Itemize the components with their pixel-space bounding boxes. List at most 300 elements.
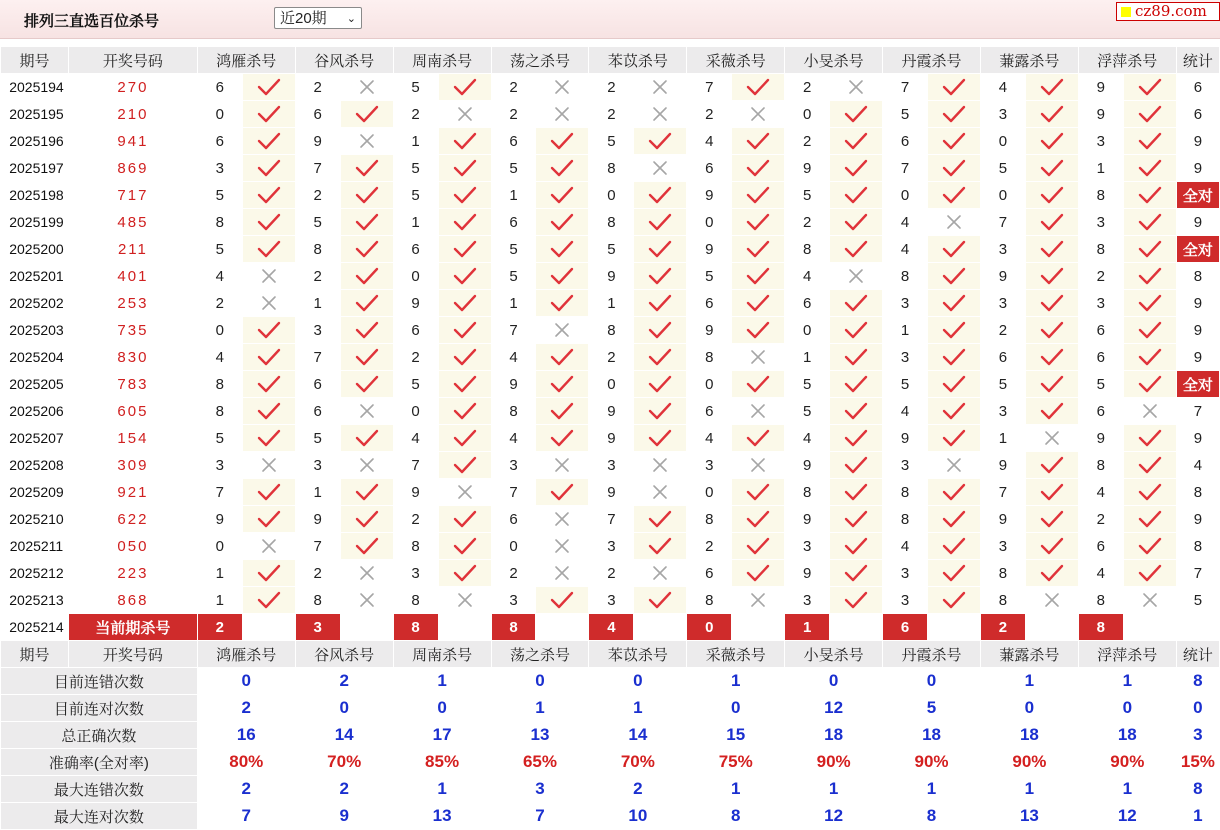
check-icon [648,375,672,393]
cross-icon [553,321,571,339]
hit-mark-cell [928,533,981,560]
summary-value: 2 [197,776,295,803]
check-icon [550,132,574,150]
kill-number-cell: 8 [393,587,438,614]
check-icon [1138,240,1162,258]
kill-number-cell: 2 [785,74,830,101]
hit-mark-cell [634,398,687,425]
check-icon [453,537,477,555]
hit-mark-cell [438,74,491,101]
check-icon [453,267,477,285]
check-icon [1040,294,1064,312]
top-bar [0,0,1220,39]
draw-number-cell: 223 [68,560,197,587]
period-cell: 2025208 [1,452,69,479]
kill-number-cell: 1 [197,587,242,614]
summary-value: 14 [589,722,687,749]
check-icon [550,402,574,420]
kill-number-cell: 0 [589,182,634,209]
kill-number-cell: 2 [785,209,830,236]
hit-mark-cell [1123,101,1176,128]
kill-number-cell: 5 [197,236,242,263]
draw-number-cell: 309 [68,452,197,479]
stat-cell: 全对 [1176,236,1219,263]
check-icon [355,375,379,393]
kill-number-cell: 2 [295,560,340,587]
hit-mark-cell [438,317,491,344]
kill-number-cell: 7 [687,74,732,101]
col-expert-header: 丹霞杀号 [883,641,981,668]
kill-number-cell: 1 [589,290,634,317]
kill-number-cell: 3 [197,452,242,479]
col-expert-header: 周南杀号 [393,47,491,74]
summary-value: 1 [491,695,589,722]
draw-number-cell: 830 [68,344,197,371]
hit-mark-cell [242,371,295,398]
cross-icon [553,78,571,96]
cross-icon [847,78,865,96]
summary-row [1,749,1220,776]
hit-mark-cell [1025,533,1078,560]
hit-mark-cell [732,155,785,182]
period-cell: 2025205 [1,371,69,398]
hit-mark-cell [1123,290,1176,317]
col-expert-header: 荡之杀号 [491,641,589,668]
kill-number-cell: 5 [295,209,340,236]
hit-mark-cell [242,452,295,479]
kill-number-cell: 5 [197,425,242,452]
kill-number-cell: 1 [295,479,340,506]
kill-number-cell: 2 [589,560,634,587]
kill-number-table [0,46,1220,830]
hit-mark-cell [340,398,393,425]
stat-cell: 全对 [1176,182,1219,209]
stat-cell: 9 [1176,506,1219,533]
hit-mark-cell [830,587,883,614]
summary-value: 5 [883,695,981,722]
cross-icon [651,456,669,474]
check-icon [355,267,379,285]
kill-number-cell: 0 [393,263,438,290]
cross-icon [651,483,669,501]
kill-number-cell: 4 [687,425,732,452]
cross-icon [358,456,376,474]
kill-number-cell: 7 [393,452,438,479]
kill-number-cell: 5 [589,236,634,263]
hit-mark-cell [830,533,883,560]
hit-mark-cell [1123,209,1176,236]
check-icon [1138,375,1162,393]
kill-number-cell: 6 [687,290,732,317]
kill-number-cell: 5 [785,398,830,425]
logo-text: cz89.com [1135,2,1207,20]
hit-mark-cell [340,155,393,182]
check-icon [1138,105,1162,123]
hit-mark-cell [438,506,491,533]
cross-icon [749,456,767,474]
check-icon [355,213,379,231]
check-icon [942,132,966,150]
hit-mark-cell [732,560,785,587]
summary-row [1,776,1220,803]
kill-number-cell: 2 [295,263,340,290]
summary-value: 1 [1078,668,1176,695]
hit-mark-cell [830,263,883,290]
site-logo[interactable] [1116,2,1220,21]
check-icon [844,294,868,312]
summary-value: 13 [393,803,491,830]
summary-value: 0 [393,695,491,722]
check-icon [453,429,477,447]
hit-mark-cell [928,506,981,533]
logo-square-icon [1121,7,1131,17]
hit-mark-cell [634,344,687,371]
hit-mark-cell [438,236,491,263]
draw-number-cell: 210 [68,101,197,128]
kill-number-cell: 8 [1078,452,1123,479]
summary-value: 0 [1078,695,1176,722]
col-expert-header: 苯苡杀号 [589,47,687,74]
kill-number-cell: 3 [589,452,634,479]
hit-mark-cell [732,182,785,209]
hit-mark-cell [928,398,981,425]
current-kill-number: 8 [393,614,438,641]
check-icon [453,213,477,231]
period-cell: 2025209 [1,479,69,506]
summary-value: 1 [687,776,785,803]
check-icon [1138,429,1162,447]
kill-number-cell: 9 [589,263,634,290]
check-icon [844,537,868,555]
kill-number-cell: 6 [1078,344,1123,371]
hit-mark-cell [1123,398,1176,425]
cross-icon [358,564,376,582]
check-icon [355,348,379,366]
kill-number-cell: 9 [980,263,1025,290]
draw-number-cell: 154 [68,425,197,452]
hit-mark-cell [732,506,785,533]
hit-mark-cell [242,560,295,587]
current-kill-number: 0 [687,614,732,641]
cross-icon [260,537,278,555]
summary-value: 90% [980,749,1078,776]
col-expert-header: 鸿雁杀号 [197,47,295,74]
hit-mark-cell [830,371,883,398]
kill-number-cell: 3 [883,290,928,317]
check-icon [257,132,281,150]
kill-number-cell: 2 [1078,506,1123,533]
kill-number-cell: 5 [1078,371,1123,398]
summary-label: 最大连错次数 [1,776,198,803]
hit-mark-cell [1025,398,1078,425]
hit-mark-cell [242,290,295,317]
check-icon [257,429,281,447]
period-cell: 2025195 [1,101,69,128]
hit-mark-cell [340,452,393,479]
kill-number-cell: 9 [589,425,634,452]
kill-number-cell: 6 [393,236,438,263]
hit-mark-cell [242,479,295,506]
hit-mark-cell [732,587,785,614]
summary-value: 2 [589,776,687,803]
check-icon [355,429,379,447]
cross-icon [553,537,571,555]
summary-label: 最大连对次数 [1,803,198,830]
kill-number-cell: 5 [687,263,732,290]
hit-mark-cell [340,371,393,398]
kill-number-cell: 5 [491,236,536,263]
hit-mark-cell [928,452,981,479]
kill-number-cell: 0 [980,128,1025,155]
current-kill-number: 6 [883,614,928,641]
stat-cell: 9 [1176,344,1219,371]
check-icon [355,105,379,123]
hit-mark-cell [634,560,687,587]
hit-mark-cell [928,344,981,371]
kill-number-cell: 0 [197,317,242,344]
kill-number-cell: 6 [295,371,340,398]
check-icon [844,321,868,339]
hit-mark-cell [242,74,295,101]
hit-mark-cell [634,101,687,128]
hit-mark-cell [830,425,883,452]
hit-mark-cell [1123,479,1176,506]
kill-number-cell: 6 [491,128,536,155]
check-icon [550,483,574,501]
kill-number-cell: 8 [589,209,634,236]
check-icon [648,240,672,258]
kill-number-cell: 2 [491,101,536,128]
kill-number-cell: 2 [687,101,732,128]
kill-number-cell: 3 [1078,290,1123,317]
kill-number-cell: 9 [1078,101,1123,128]
kill-number-cell: 6 [197,74,242,101]
hit-mark-cell [1025,263,1078,290]
check-icon [355,510,379,528]
check-icon [257,510,281,528]
hit-mark-cell [1025,344,1078,371]
check-icon [257,348,281,366]
period-cell: 2025194 [1,74,69,101]
hit-mark-cell [830,398,883,425]
check-icon [942,564,966,582]
hit-mark-cell [732,263,785,290]
kill-number-cell: 8 [1078,587,1123,614]
summary-value: 18 [883,722,981,749]
stat-cell: 9 [1176,155,1219,182]
summary-label: 准确率(全对率) [1,749,198,776]
hit-mark-cell [634,290,687,317]
check-icon [1138,213,1162,231]
stat-cell: 8 [1176,263,1219,290]
hit-mark-cell [634,371,687,398]
summary-value: 16 [197,722,295,749]
hit-mark-cell [928,128,981,155]
hit-mark-cell [1025,182,1078,209]
hit-mark-cell [928,560,981,587]
kill-number-cell: 3 [589,587,634,614]
col-expert-header: 小旻杀号 [785,641,883,668]
kill-number-cell: 8 [589,155,634,182]
check-icon [550,348,574,366]
hit-mark-cell [830,560,883,587]
current-kill-label: 当前期杀号 [68,614,197,641]
kill-number-cell: 1 [491,182,536,209]
check-icon [844,564,868,582]
kill-number-cell: 9 [687,317,732,344]
hit-mark-cell [928,74,981,101]
cross-icon [456,483,474,501]
summary-label: 总正确次数 [1,722,198,749]
kill-number-cell: 6 [785,290,830,317]
period-cell: 2025210 [1,506,69,533]
hit-mark-cell [242,587,295,614]
period-cell: 2025203 [1,317,69,344]
hit-mark-cell [830,155,883,182]
stat-cell: 7 [1176,398,1219,425]
kill-number-cell: 2 [393,344,438,371]
hit-mark-cell [1025,371,1078,398]
check-icon [1138,510,1162,528]
kill-number-cell: 7 [883,155,928,182]
check-icon [844,510,868,528]
kill-number-cell: 6 [491,209,536,236]
cross-icon [1141,591,1159,609]
check-icon [1040,159,1064,177]
hit-mark-cell [634,74,687,101]
table-row [1,452,1220,479]
kill-number-cell: 6 [295,398,340,425]
kill-number-cell: 3 [980,533,1025,560]
hit-mark-cell [438,209,491,236]
check-icon [453,321,477,339]
cross-icon [260,294,278,312]
check-icon [648,348,672,366]
kill-number-cell: 5 [393,182,438,209]
hit-mark-cell [340,425,393,452]
kill-number-cell: 8 [1078,236,1123,263]
hit-mark-cell [732,128,785,155]
check-icon [648,537,672,555]
check-icon [746,294,770,312]
summary-row [1,803,1220,830]
hit-mark-cell [928,587,981,614]
check-icon [257,402,281,420]
table-row [1,344,1220,371]
table-row [1,425,1220,452]
col-expert-header: 荡之杀号 [491,47,589,74]
current-kill-spacer [732,614,785,641]
current-kill-spacer [830,614,883,641]
check-icon [550,159,574,177]
summary-value: 85% [393,749,491,776]
hit-mark-cell [1123,128,1176,155]
check-icon [257,78,281,96]
hit-mark-cell [438,128,491,155]
kill-number-cell: 4 [1078,560,1123,587]
hit-mark-cell [928,290,981,317]
hit-mark-cell [438,155,491,182]
hit-mark-cell [928,236,981,263]
check-icon [942,537,966,555]
check-icon [453,78,477,96]
draw-number-cell: 270 [68,74,197,101]
check-icon [355,240,379,258]
col-expert-header: 小旻杀号 [785,47,883,74]
check-icon [746,159,770,177]
kill-number-cell: 8 [883,263,928,290]
hit-mark-cell [536,290,589,317]
check-icon [942,348,966,366]
check-icon [648,213,672,231]
kill-number-cell: 8 [687,344,732,371]
hit-mark-cell [242,128,295,155]
summary-value: 75% [687,749,785,776]
cross-icon [553,564,571,582]
cross-icon [358,591,376,609]
hit-mark-cell [928,182,981,209]
check-icon [942,591,966,609]
kill-number-cell: 8 [687,587,732,614]
col-draw-header: 开奖号码 [68,47,197,74]
check-icon [1040,105,1064,123]
kill-number-cell: 8 [785,236,830,263]
hit-mark-cell [242,101,295,128]
kill-number-cell: 3 [491,452,536,479]
hit-mark-cell [242,506,295,533]
col-stat-header: 统计 [1176,641,1219,668]
hit-mark-cell [242,533,295,560]
summary-value: 70% [589,749,687,776]
kill-number-cell: 2 [197,290,242,317]
summary-value: 17 [393,722,491,749]
kill-number-cell: 3 [883,560,928,587]
period-cell: 2025196 [1,128,69,155]
kill-number-cell: 0 [687,479,732,506]
stat-cell: 9 [1176,290,1219,317]
check-icon [453,456,477,474]
cross-icon [945,456,963,474]
check-icon [746,537,770,555]
kill-number-cell: 5 [491,155,536,182]
kill-number-cell: 8 [589,317,634,344]
kill-number-cell: 3 [491,587,536,614]
check-icon [844,105,868,123]
current-stat-cell [1176,614,1219,641]
chevron-down-icon: ⌄ [346,13,356,25]
col-expert-header: 丹霞杀号 [883,47,981,74]
check-icon [746,321,770,339]
check-icon [1138,321,1162,339]
kill-number-cell: 7 [491,317,536,344]
summary-value: 10 [589,803,687,830]
summary-value: 15 [687,722,785,749]
kill-number-cell: 2 [687,533,732,560]
hit-mark-cell [340,74,393,101]
check-icon [1040,132,1064,150]
kill-number-cell: 5 [883,371,928,398]
hit-mark-cell [1123,182,1176,209]
check-icon [1040,402,1064,420]
check-icon [648,510,672,528]
kill-number-cell: 4 [785,425,830,452]
check-icon [453,159,477,177]
hit-mark-cell [928,479,981,506]
hit-mark-cell [536,155,589,182]
period-select[interactable] [274,7,362,29]
hit-mark-cell [242,398,295,425]
hit-mark-cell [536,425,589,452]
